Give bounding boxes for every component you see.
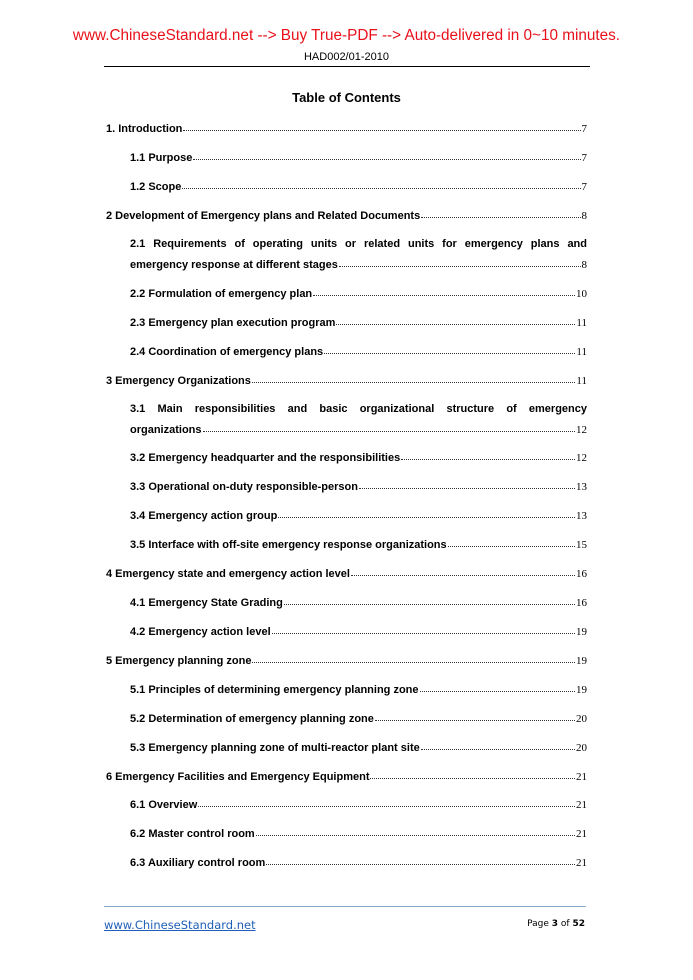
dot-leader	[198, 806, 575, 807]
dot-leader	[370, 778, 575, 779]
toc-entry-page: 21	[576, 857, 587, 869]
dot-leader	[375, 720, 575, 721]
toc-entry[interactable]	[130, 346, 587, 358]
toc-entry[interactable]	[130, 539, 587, 551]
page-total: 52	[572, 919, 585, 929]
toc-entry[interactable]	[130, 713, 587, 725]
toc-entry-label: 1. Introduction	[106, 123, 183, 135]
toc-entry[interactable]	[106, 568, 587, 580]
toc-entry-page: 13	[576, 510, 587, 522]
toc-entry-label: 4.2 Emergency action level	[130, 626, 271, 638]
dot-leader	[284, 604, 575, 605]
toc-entry[interactable]	[130, 857, 587, 869]
toc-entry[interactable]	[106, 771, 587, 783]
dot-leader	[272, 633, 575, 634]
toc-entry[interactable]	[130, 399, 587, 441]
toc-entry-page: 21	[576, 828, 587, 840]
page-current: 3	[551, 919, 559, 929]
dot-leader	[359, 488, 575, 489]
toc-entry-label: 6.3 Auxiliary control room	[130, 857, 266, 869]
toc-entry[interactable]	[130, 626, 587, 638]
toc-entry-page: 7	[581, 181, 587, 193]
toc-entry[interactable]	[130, 181, 587, 193]
page-prefix: Page	[527, 919, 552, 929]
toc-entry-page: 10	[576, 288, 587, 300]
dot-leader	[420, 691, 575, 692]
toc-entry-label: 1.1 Purpose	[130, 152, 193, 164]
dot-leader	[252, 662, 575, 663]
dot-leader	[266, 864, 575, 865]
toc-entry-label: 5.1 Principles of determining emergency planning zone	[130, 684, 419, 696]
toc-entry-page: 8	[581, 210, 587, 222]
toc-title: Table of Contents	[292, 90, 401, 105]
dot-leader	[351, 575, 575, 576]
toc-entry-page: 21	[576, 799, 587, 811]
dot-leader	[339, 266, 581, 267]
toc-entry[interactable]	[130, 510, 587, 522]
toc-entry-page: 21	[576, 771, 587, 783]
toc-entry-label: 6.2 Master control room	[130, 828, 255, 840]
document-id: HAD002/01-2010	[303, 51, 389, 63]
toc-entry-label: 3 Emergency Organizations	[106, 375, 251, 387]
banner-text[interactable]: www.ChineseStandard.net --> Buy True-PDF --> Auto-delivered in 0~10 minutes.	[72, 27, 621, 44]
dot-leader	[313, 295, 575, 296]
toc-entry-page: 11	[576, 346, 587, 358]
toc-entry-page: 20	[576, 713, 587, 725]
toc-entry[interactable]	[130, 597, 587, 609]
toc-entry-label: 1.2 Scope	[130, 181, 182, 193]
dot-leader	[421, 217, 580, 218]
toc-entry-page: 15	[576, 539, 587, 551]
toc-entry[interactable]	[130, 234, 587, 276]
dot-leader	[448, 546, 575, 547]
toc-entry-page: 16	[576, 597, 587, 609]
toc-entry-label: 3.4 Emergency action group	[130, 510, 278, 522]
toc-entry[interactable]	[106, 123, 587, 135]
dot-leader	[182, 188, 580, 189]
toc-entry[interactable]	[130, 828, 587, 840]
toc-entry-page: 12	[576, 452, 587, 464]
toc-entry-label: 2.2 Formulation of emergency plan	[130, 288, 313, 300]
toc-entry-page: 19	[576, 626, 587, 638]
toc-entry[interactable]	[130, 481, 587, 493]
dot-leader	[336, 324, 575, 325]
toc-entry-label: 5.3 Emergency planning zone of multi-reactor plant site	[130, 742, 420, 754]
toc-entry-page: 7	[581, 123, 587, 135]
page-number	[527, 919, 585, 929]
toc-entry-page: 7	[581, 152, 587, 164]
toc-entry-page: 20	[576, 742, 587, 754]
toc-entry-page: 19	[576, 684, 587, 696]
toc-entry-label-continued: emergency response at different stages	[130, 259, 338, 271]
dot-leader	[252, 382, 576, 383]
toc-entry-label: 3.5 Interface with off-site emergency response organizations	[130, 539, 447, 551]
toc-entry-label: 4.1 Emergency State Grading	[130, 597, 283, 609]
toc-entry[interactable]	[130, 152, 587, 164]
toc-entry[interactable]	[106, 210, 587, 222]
page-of: of	[558, 919, 573, 929]
toc-entry-label: 6 Emergency Facilities and Emergency Equipment	[106, 771, 370, 783]
toc-entry-page: 16	[576, 568, 587, 580]
toc-entry[interactable]	[106, 375, 587, 387]
footer-website-link[interactable]: www.ChineseStandard.net	[104, 918, 256, 932]
header-rule	[104, 66, 590, 67]
dot-leader	[324, 353, 575, 354]
toc-entry-label: 6.1 Overview	[130, 799, 198, 811]
toc-entry-label: 3.1 Main responsibilities and basic organizational structure of emergency	[130, 403, 587, 415]
toc-entry-label: 5.2 Determination of emergency planning zone	[130, 713, 374, 725]
toc-entry[interactable]	[130, 452, 587, 464]
toc-entry-page: 11	[576, 317, 587, 329]
toc-entry[interactable]	[130, 317, 587, 329]
toc-entry-label: 4 Emergency state and emergency action level	[106, 568, 350, 580]
toc-entry-page: 13	[576, 481, 587, 493]
toc-entry-label: 2.4 Coordination of emergency plans	[130, 346, 324, 358]
toc-entry-label: 2.3 Emergency plan execution program	[130, 317, 336, 329]
dot-leader	[401, 459, 575, 460]
dot-leader	[183, 130, 580, 131]
dot-leader	[193, 159, 580, 160]
toc-entry[interactable]	[130, 288, 587, 300]
dot-leader	[256, 835, 575, 836]
dot-leader	[203, 431, 575, 432]
toc-entry-label: 5 Emergency planning zone	[106, 655, 252, 667]
toc-entry-label: 2 Development of Emergency plans and Related Documents	[106, 210, 421, 222]
toc-entry-label: 2.1 Requirements of operating units or related units for emergency plans and	[130, 238, 587, 250]
toc-entry-label: 3.2 Emergency headquarter and the responsibilities	[130, 452, 401, 464]
toc-entry[interactable]	[106, 655, 587, 667]
toc-entry-page: 8	[581, 259, 587, 271]
toc-entry[interactable]	[130, 742, 587, 754]
toc-entry-page: 11	[576, 375, 587, 387]
toc-entry[interactable]	[130, 799, 587, 811]
toc-entry-label: 3.3 Operational on-duty responsible-person	[130, 481, 358, 493]
toc-entry-page: 12	[576, 424, 587, 436]
dot-leader	[278, 517, 575, 518]
dot-leader	[421, 749, 575, 750]
toc-entry-label-continued: organizations	[130, 424, 202, 436]
toc-entry-page: 19	[576, 655, 587, 667]
footer-rule	[104, 906, 586, 907]
toc-entry[interactable]	[130, 684, 587, 696]
